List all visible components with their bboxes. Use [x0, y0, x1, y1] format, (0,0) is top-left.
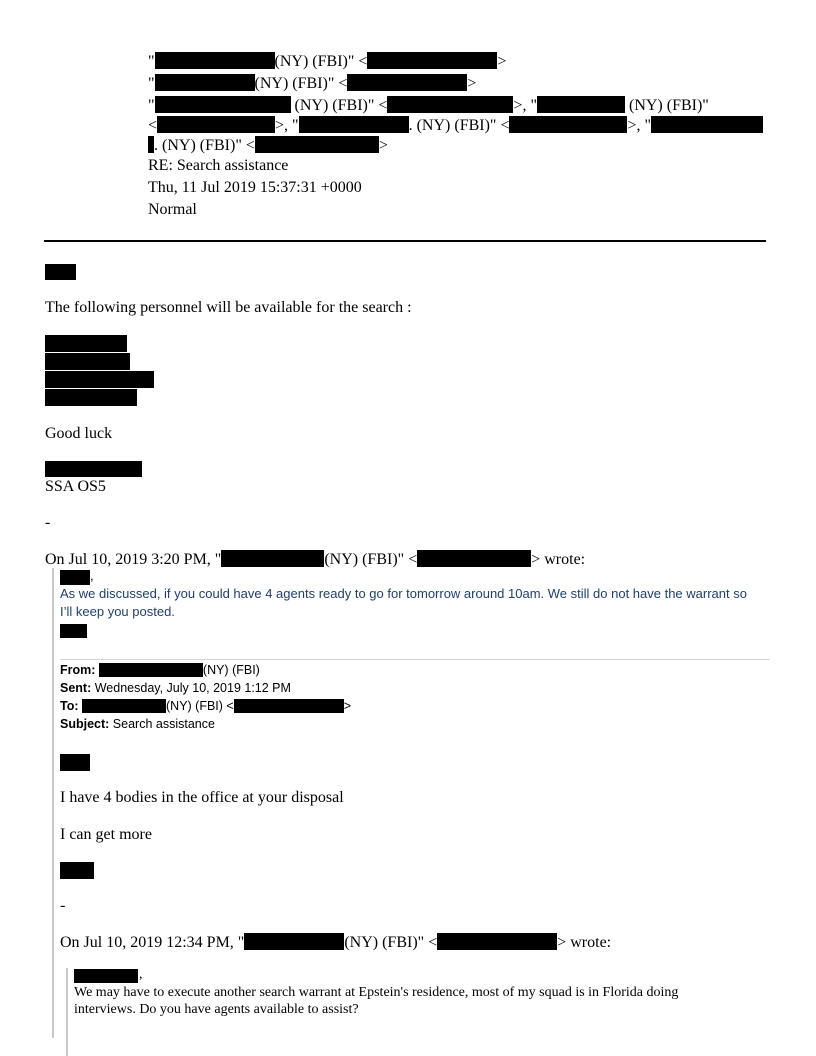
reply-attribution: On Jul 10, 2019 3:20 PM, " (NY) (FBI)" < > wrote: [45, 551, 586, 568]
forwarded-attribution: On Jul 10, 2019 12:34 PM, " (NY) (FBI)" < > wrote: [60, 934, 612, 951]
redaction-block [387, 96, 513, 113]
redaction-block [45, 371, 154, 388]
redaction-block [45, 389, 137, 406]
to-value: (NY) (FBI)" [254, 75, 335, 92]
date-value: Thu, 11 Jul 2019 15:37:31 +0000 [148, 179, 362, 196]
forwarded-dash: - [60, 897, 66, 914]
redaction-block [82, 699, 166, 713]
redaction-block [155, 52, 275, 69]
forwarded-subject-row: Subject: Search assistance [60, 717, 215, 731]
quote-bar [52, 568, 54, 1038]
quoted-message: As we discussed, if you could have 4 agents ready to go for tomorrow around 10am. We still do not have the warrant so [60, 586, 747, 601]
quoted-line-2: interviews. Do you have agents available to assist? [74, 1002, 359, 1017]
signature-title: SSA OS5 [45, 478, 106, 495]
redaction-block [45, 461, 142, 477]
redaction-block [347, 74, 467, 91]
header-divider [44, 240, 766, 242]
separator-dash: - [45, 514, 51, 531]
redaction-block [60, 754, 90, 771]
redaction-block [60, 624, 87, 638]
forwarded-to-row: To: (NY) (FBI) < > [60, 699, 352, 713]
redaction-block [60, 570, 90, 585]
quote-bar [66, 968, 68, 1056]
redaction-block [651, 116, 763, 133]
redaction-block [537, 96, 625, 113]
redaction-block [155, 96, 291, 113]
quoted-line-1: We may have to execute another search warrant at Epstein's residence, most of my squad is in Florida doing [74, 985, 679, 1000]
good-luck-text: Good luck [45, 425, 113, 442]
redaction-block [60, 862, 94, 879]
redaction-block [234, 699, 344, 713]
redaction-block [417, 550, 531, 567]
redaction-block [299, 116, 409, 133]
redaction-block [155, 74, 255, 91]
redaction-block [45, 335, 127, 352]
forwarded-line-1: I have 4 bodies in the office at your disposal [60, 789, 344, 806]
redaction-block [244, 933, 344, 950]
redaction-block [157, 116, 275, 133]
quoted-message-line-2: I’ll keep you posted. [60, 604, 175, 619]
forwarded-from-row: From: (NY) (FBI) [60, 663, 260, 677]
redaction-block [45, 353, 130, 370]
personnel-line: The following personnel will be available for the search : [45, 299, 412, 316]
redaction-block [74, 969, 138, 983]
redaction-block [221, 550, 324, 567]
forwarded-sent-row: Sent: Wednesday, July 10, 2019 1:12 PM [60, 681, 291, 695]
forwarded-line-2: I can get more [60, 826, 152, 843]
redaction-block [45, 264, 76, 280]
subject-value: RE: Search assistance [148, 157, 289, 174]
from-value: (NY) (FBI)" [274, 53, 355, 70]
redaction-block [437, 933, 557, 950]
redaction-block [255, 136, 379, 153]
redaction-block [509, 116, 627, 133]
redaction-block [99, 663, 203, 677]
forward-divider [60, 659, 770, 660]
importance-value: Normal [148, 201, 197, 218]
redaction-block [367, 52, 497, 69]
